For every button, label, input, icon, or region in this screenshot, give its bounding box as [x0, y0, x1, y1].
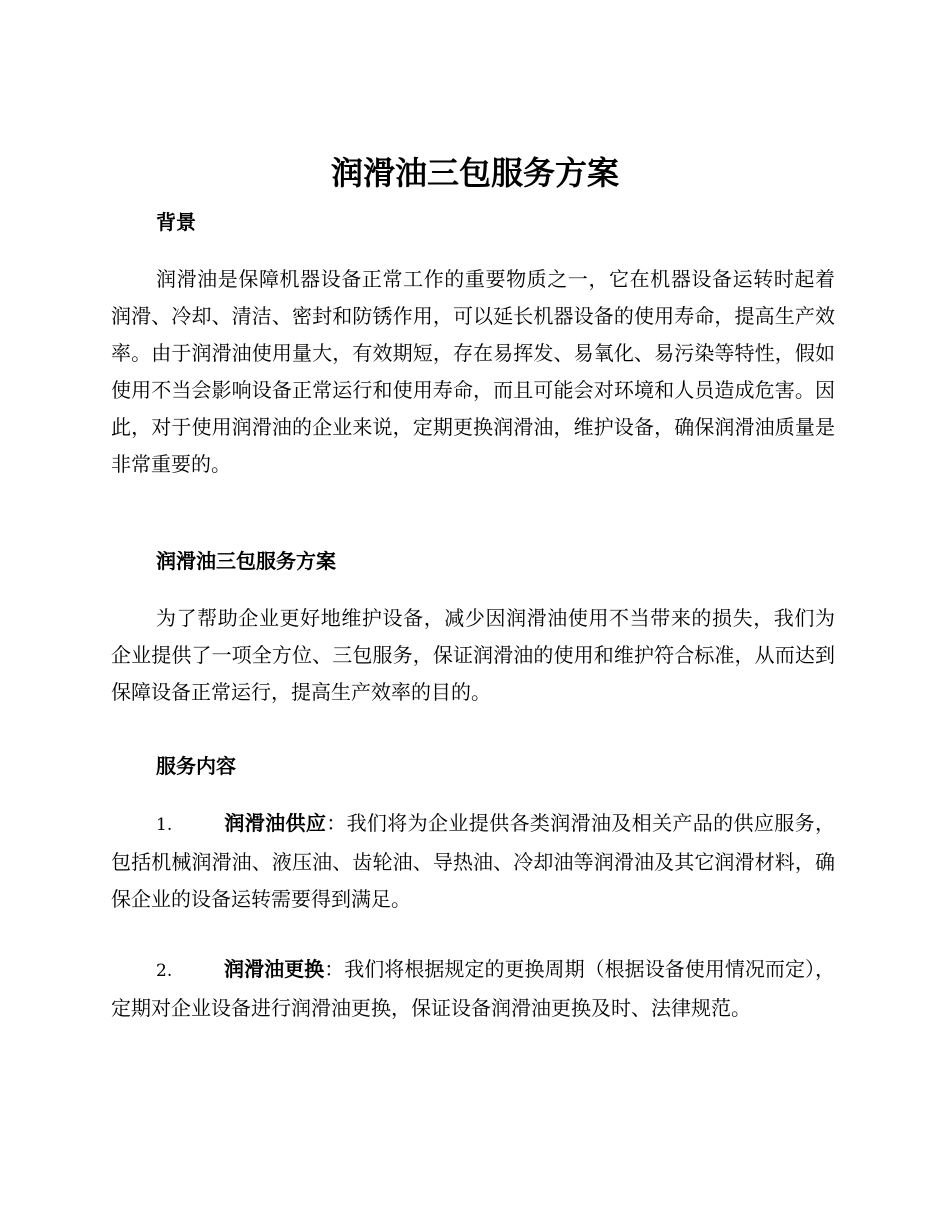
section-heading-background: 背景 — [156, 210, 196, 234]
list-item-term: 润滑油供应 — [224, 811, 327, 835]
list-item-number: 1. — [156, 815, 173, 835]
document-title: 润滑油三包服务方案 — [330, 154, 619, 192]
paragraph-service-plan: 为了帮助企业更好地维护设备，减少因润滑油使用不当带来的损失，我们为企业提供了一项全方位、三包服务，保证润滑油的使用和维护符合标准，从而达到保障设备正常运行，提高生产效率的目的。 — [111, 606, 835, 704]
paragraph-background: 润滑油是保障机器设备正常工作的重要物质之一，它在机器设备运转时起着润滑、冷却、清洁、密封和防锈作用，可以延长机器设备的使用寿命，提高生产效率。由于润滑油使用量大，有效期短，存在易挥发、易氧化、易污染等特性，假如使用不当会影响设备正常运行和使用寿命，而且可能会对环境和人员造成危害。因此，对于使用润滑油的企业来说，定期更换润滑油，维护设备，确保润滑油质量是非常重要的。 — [111, 267, 835, 476]
list-item-number: 2. — [156, 961, 173, 981]
section-heading-service-plan: 润滑油三包服务方案 — [156, 549, 336, 573]
list-item — [111, 805, 835, 918]
list-item-text: ：我们将为企业提供各类润滑油及相关产品的供应服务，包括机械润滑油、液压油、齿轮油、导热油、冷却油等润滑油及其它润滑材料，确保企业的设备运转需要得到满足。 — [111, 811, 836, 911]
list-item-term: 润滑油更换 — [224, 957, 325, 981]
section-heading-service-content: 服务内容 — [156, 754, 236, 778]
list-item-text: ：我们将根据规定的更换周期（根据设备使用情况而定），定期对企业设备进行润滑油更换，保证设备润滑油更换及时、法律规范。 — [111, 957, 836, 1020]
list-item — [111, 951, 835, 1027]
